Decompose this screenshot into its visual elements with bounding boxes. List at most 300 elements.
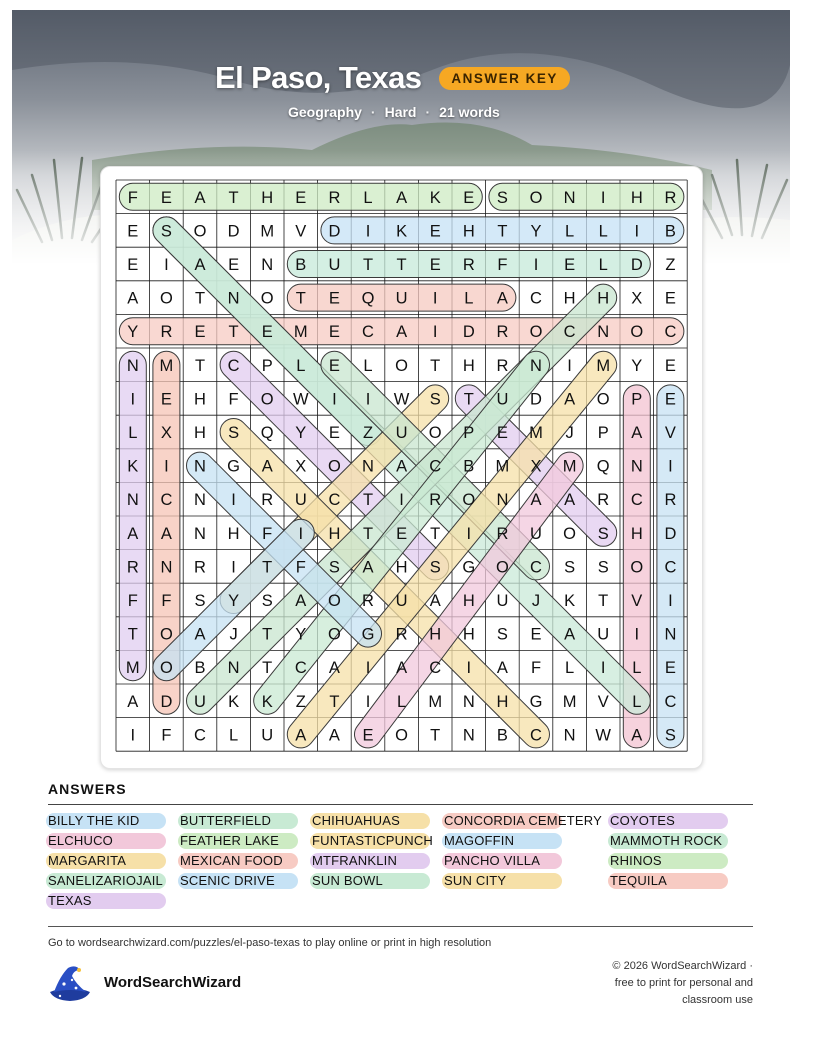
grid-letter[interactable]: T xyxy=(430,524,441,543)
grid-letter[interactable]: V xyxy=(664,424,676,442)
grid-letter[interactable]: M xyxy=(260,222,275,241)
grid-letter[interactable]: I xyxy=(399,491,404,510)
grid-letter[interactable]: D xyxy=(630,256,643,274)
grid-letter[interactable]: M xyxy=(159,356,174,375)
grid-letter[interactable]: E xyxy=(396,524,408,543)
grid-letter[interactable]: L xyxy=(632,692,642,711)
grid-letter[interactable]: W xyxy=(595,726,611,745)
grid-letter[interactable]: N xyxy=(563,726,576,745)
grid-letter[interactable]: E xyxy=(664,390,676,409)
grid-letter[interactable]: L xyxy=(296,356,306,375)
grid-letter[interactable]: B xyxy=(664,222,676,241)
grid-letter[interactable]: I xyxy=(231,491,236,510)
grid-letter[interactable]: O xyxy=(159,289,173,308)
grid-letter[interactable]: O xyxy=(327,457,341,476)
grid-letter[interactable]: T xyxy=(362,256,374,274)
grid-letter[interactable]: F xyxy=(127,188,138,207)
grid-letter[interactable]: A xyxy=(564,491,576,510)
grid-letter[interactable]: A xyxy=(160,524,172,543)
grid-letter[interactable]: E xyxy=(429,222,441,241)
grid-letter[interactable]: L xyxy=(598,222,608,241)
grid-letter[interactable]: A xyxy=(631,424,643,442)
grid-letter[interactable]: I xyxy=(365,659,371,678)
grid-letter[interactable]: E xyxy=(328,424,340,442)
grid-letter[interactable]: T xyxy=(396,256,407,274)
grid-letter[interactable]: I xyxy=(533,256,539,274)
grid-letter[interactable]: O xyxy=(428,424,442,442)
grid-letter[interactable]: B xyxy=(463,457,475,476)
grid-letter[interactable]: A xyxy=(194,625,206,644)
grid-letter[interactable]: O xyxy=(630,323,644,342)
grid-letter[interactable]: N xyxy=(194,457,206,476)
grid-letter[interactable]: L xyxy=(632,659,642,678)
grid-letter[interactable]: U xyxy=(194,692,206,711)
grid-letter[interactable]: L xyxy=(128,424,138,442)
grid-letter[interactable]: A xyxy=(295,592,307,610)
grid-letter[interactable]: N xyxy=(227,659,240,678)
grid-letter[interactable]: G xyxy=(361,625,375,644)
grid-letter[interactable]: R xyxy=(261,491,274,510)
grid-letter[interactable]: E xyxy=(530,625,542,644)
grid-letter[interactable]: Q xyxy=(260,424,274,442)
grid-letter[interactable]: O xyxy=(529,323,543,342)
grid-letter[interactable]: R xyxy=(496,323,509,342)
grid-letter[interactable]: G xyxy=(529,692,543,711)
grid-letter[interactable]: S xyxy=(429,390,441,409)
grid-letter[interactable]: K xyxy=(564,592,576,610)
grid-letter[interactable]: H xyxy=(496,692,509,711)
grid-letter[interactable]: T xyxy=(362,524,374,543)
grid-letter[interactable]: I xyxy=(466,524,472,543)
grid-letter[interactable]: I xyxy=(365,390,371,409)
grid-letter[interactable]: O xyxy=(159,659,173,678)
grid-letter[interactable]: Y xyxy=(631,356,643,375)
grid-letter[interactable]: H xyxy=(630,524,643,543)
grid-letter[interactable]: O xyxy=(529,188,543,207)
grid-letter[interactable]: T xyxy=(194,356,206,375)
grid-letter[interactable]: A xyxy=(194,188,206,207)
answer-label: CHIHUAHUAS xyxy=(312,813,400,828)
grid-letter[interactable]: S xyxy=(496,188,508,207)
grid-letter[interactable]: T xyxy=(463,390,474,409)
grid-letter[interactable]: R xyxy=(664,491,677,510)
grid-letter[interactable]: H xyxy=(462,625,475,644)
grid-letter[interactable]: V xyxy=(631,592,643,610)
answer-label: TEXAS xyxy=(48,893,92,908)
grid-letter[interactable]: H xyxy=(630,188,643,207)
grid-letter[interactable]: T xyxy=(262,558,273,577)
grid-letter[interactable]: R xyxy=(496,356,509,375)
grid-letter[interactable]: A xyxy=(396,457,408,476)
grid-letter[interactable]: H xyxy=(261,188,274,207)
grid-letter[interactable]: A xyxy=(396,659,408,678)
grid-letter[interactable]: S xyxy=(194,592,206,610)
grid-letter[interactable]: G xyxy=(462,558,476,577)
grid-letter[interactable]: Y xyxy=(228,592,240,610)
answer-word xyxy=(610,852,662,870)
grid-letter[interactable]: A xyxy=(564,390,576,409)
grid-letter[interactable]: D xyxy=(160,692,173,711)
grid-letter[interactable]: S xyxy=(564,558,576,577)
grid-letter[interactable]: I xyxy=(332,390,337,409)
grid-letter[interactable]: F xyxy=(161,592,172,610)
grid-letter[interactable]: U xyxy=(261,726,274,745)
grid-letter[interactable]: S xyxy=(664,726,676,745)
grid-letter[interactable]: A xyxy=(362,558,374,577)
grid-letter[interactable]: D xyxy=(328,222,341,241)
grid-letter[interactable]: I xyxy=(130,726,136,745)
grid-letter[interactable]: Y xyxy=(127,323,139,342)
grid-letter[interactable]: I xyxy=(668,592,673,610)
grid-letter[interactable]: E xyxy=(564,256,576,274)
grid-letter[interactable]: O xyxy=(260,289,274,308)
grid-letter[interactable]: I xyxy=(466,659,472,678)
grid-letter[interactable]: S xyxy=(261,592,273,610)
grid-letter[interactable]: O xyxy=(596,390,610,409)
grid-letter[interactable]: H xyxy=(194,390,206,409)
grid-letter[interactable]: K xyxy=(429,188,441,207)
grid-letter[interactable]: O xyxy=(495,558,509,577)
grid-letter[interactable]: R xyxy=(664,188,677,207)
grid-letter[interactable]: T xyxy=(598,592,609,610)
grid-letter[interactable]: U xyxy=(395,424,408,442)
grid-letter[interactable]: X xyxy=(295,457,307,476)
grid-letter[interactable]: I xyxy=(634,625,640,644)
grid-letter[interactable]: I xyxy=(600,659,606,678)
grid-letter[interactable]: X xyxy=(160,424,172,442)
grid-letter[interactable]: E xyxy=(328,323,340,342)
grid-letter[interactable]: E xyxy=(664,289,676,308)
answer-label: MTFRANKLIN xyxy=(312,853,398,868)
grid-letter[interactable]: I xyxy=(298,524,304,543)
grid-letter[interactable]: V xyxy=(295,222,307,241)
grid-letter[interactable]: F xyxy=(228,390,239,409)
grid-letter[interactable]: A xyxy=(328,659,340,678)
grid-letter[interactable]: I xyxy=(567,356,572,375)
grid-letter[interactable]: T xyxy=(430,356,441,375)
grid-letter[interactable]: E xyxy=(194,323,206,342)
grid-letter[interactable]: N xyxy=(496,491,509,510)
grid-letter[interactable]: R xyxy=(362,592,374,610)
grid-letter[interactable]: C xyxy=(429,659,442,678)
grid-letter[interactable]: T xyxy=(228,323,239,342)
grid-letter[interactable]: K xyxy=(396,222,408,241)
grid-letter[interactable]: N xyxy=(160,558,173,577)
grid-letter[interactable]: L xyxy=(565,659,575,678)
grid-letter[interactable]: T xyxy=(228,188,239,207)
grid-letter[interactable]: T xyxy=(362,491,374,510)
grid-letter[interactable]: D xyxy=(664,524,677,543)
grid-letter[interactable]: A xyxy=(496,659,508,678)
grid-letter[interactable]: N xyxy=(530,356,542,375)
grid-letter[interactable]: N xyxy=(563,188,576,207)
grid-letter[interactable]: C xyxy=(563,323,576,342)
grid-letter[interactable]: E xyxy=(463,188,475,207)
grid-letter[interactable]: T xyxy=(430,726,441,745)
grid-letter[interactable]: E xyxy=(664,356,676,375)
grid-letter[interactable]: G xyxy=(227,457,241,476)
grid-letter[interactable]: K xyxy=(127,457,139,476)
grid-letter[interactable]: A xyxy=(261,457,273,476)
grid-letter[interactable]: M xyxy=(428,692,443,711)
grid-letter[interactable]: R xyxy=(597,491,610,510)
grid-letter[interactable]: H xyxy=(328,524,341,543)
grid-letter[interactable]: N xyxy=(462,726,475,745)
grid-letter[interactable]: Z xyxy=(295,692,306,711)
grid-letter[interactable]: M xyxy=(529,424,543,442)
grid-letter[interactable]: H xyxy=(563,289,576,308)
grid-letter[interactable]: O xyxy=(395,726,409,745)
grid-letter[interactable]: N xyxy=(630,457,643,476)
grid-letter[interactable]: M xyxy=(125,659,140,678)
word-highlight xyxy=(489,183,684,210)
grid-letter[interactable]: R xyxy=(194,558,206,577)
grid-letter[interactable]: O xyxy=(395,356,409,375)
grid-letter[interactable]: U xyxy=(530,524,542,543)
grid-letter[interactable]: H xyxy=(395,558,408,577)
grid-letter[interactable]: C xyxy=(664,323,677,342)
grid-letter[interactable]: E xyxy=(664,659,676,678)
grid-letter[interactable]: I xyxy=(365,692,371,711)
grid-letter[interactable]: E xyxy=(496,424,508,442)
grid-letter[interactable]: M xyxy=(562,457,577,476)
grid-letter[interactable]: A xyxy=(396,188,408,207)
grid-letter[interactable]: N xyxy=(194,491,206,510)
grid-letter[interactable]: I xyxy=(130,390,136,409)
grid-letter[interactable]: F xyxy=(530,659,542,678)
grid-letter[interactable]: E xyxy=(160,390,172,409)
grid-letter[interactable]: W xyxy=(293,390,309,409)
grid-letter[interactable]: T xyxy=(262,659,273,678)
grid-letter[interactable]: D xyxy=(227,222,240,241)
grid-letter[interactable]: L xyxy=(363,356,373,375)
grid-letter[interactable]: M xyxy=(293,323,308,342)
grid-letter[interactable]: L xyxy=(229,726,239,745)
grid-letter[interactable]: S xyxy=(160,222,172,241)
grid-letter[interactable]: U xyxy=(597,625,610,644)
grid-letter[interactable]: A xyxy=(496,289,508,308)
grid-letter[interactable]: O xyxy=(327,592,341,610)
grid-letter[interactable]: C xyxy=(530,289,542,308)
grid-letter[interactable]: C xyxy=(530,726,542,745)
grid-letter[interactable]: U xyxy=(496,592,509,610)
puzzle-title: El Paso, Texas xyxy=(215,60,422,95)
grid-letter[interactable]: Z xyxy=(362,424,374,442)
grid-letter[interactable]: R xyxy=(429,491,442,510)
grid-letter[interactable]: H xyxy=(462,356,475,375)
grid-letter[interactable]: J xyxy=(531,592,541,610)
grid-letter[interactable]: Y xyxy=(530,222,542,241)
grid-letter[interactable]: N xyxy=(227,289,240,308)
grid-letter[interactable]: T xyxy=(329,692,340,711)
grid-letter[interactable]: A xyxy=(194,256,206,274)
grid-letter[interactable]: C xyxy=(194,726,206,745)
grid-letter[interactable]: I xyxy=(600,188,606,207)
grid-letter[interactable]: I xyxy=(164,256,169,274)
grid-letter[interactable]: F xyxy=(161,726,172,745)
grid-letter[interactable]: E xyxy=(295,188,307,207)
meta-separator: · xyxy=(370,104,376,120)
grid-letter[interactable]: E xyxy=(160,188,172,207)
grid-letter[interactable]: E xyxy=(228,256,240,274)
grid-letter[interactable]: I xyxy=(432,289,438,308)
grid-letter[interactable]: O xyxy=(159,625,173,644)
grid-letter[interactable]: R xyxy=(328,188,341,207)
grid-letter[interactable]: S xyxy=(228,424,240,442)
grid-letter[interactable]: H xyxy=(597,289,610,308)
grid-letter[interactable]: T xyxy=(194,289,206,308)
grid-letter[interactable]: N xyxy=(664,625,677,644)
grid-letter[interactable]: H xyxy=(429,625,442,644)
grid-letter[interactable]: Q xyxy=(361,289,375,308)
grid-letter[interactable]: N xyxy=(362,457,374,476)
grid-letter[interactable]: K xyxy=(228,692,240,711)
grid-letter[interactable]: B xyxy=(295,256,307,274)
grid-letter[interactable]: S xyxy=(328,558,340,577)
grid-letter[interactable]: J xyxy=(229,625,238,644)
grid-letter[interactable]: F xyxy=(295,558,306,577)
grid-letter[interactable]: J xyxy=(565,424,574,442)
grid-letter[interactable]: I xyxy=(164,457,169,476)
grid-letter[interactable]: A xyxy=(564,625,576,644)
grid-letter[interactable]: A xyxy=(127,692,139,711)
word-count-label: 21 words xyxy=(439,104,500,120)
grid-letter[interactable]: M xyxy=(596,356,611,375)
grid-letter[interactable]: D xyxy=(530,390,542,409)
grid-letter[interactable]: L xyxy=(565,222,575,241)
difficulty-label: Hard xyxy=(384,104,417,120)
grid-letter[interactable]: I xyxy=(365,222,371,241)
grid-letter[interactable]: L xyxy=(397,692,407,711)
grid-letter[interactable]: E xyxy=(328,289,340,308)
grid-letter[interactable]: C xyxy=(362,323,374,342)
grid-letter[interactable]: N xyxy=(261,256,274,274)
grid-letter[interactable]: E xyxy=(429,256,441,274)
grid-letter[interactable]: X xyxy=(631,289,643,308)
grid-letter[interactable]: S xyxy=(597,524,609,543)
grid-letter[interactable]: R xyxy=(462,256,475,274)
grid-letter[interactable]: C xyxy=(630,491,643,510)
grid-letter[interactable]: H xyxy=(227,524,240,543)
grid-letter[interactable]: Q xyxy=(596,457,610,476)
grid-letter[interactable]: T xyxy=(127,625,138,644)
grid-letter[interactable]: E xyxy=(127,256,139,274)
grid-letter[interactable]: Y xyxy=(295,625,307,644)
grid-letter[interactable]: I xyxy=(432,323,438,342)
grid-letter[interactable]: I xyxy=(634,222,640,241)
grid-letter[interactable]: N xyxy=(126,356,139,375)
grid-letter[interactable]: I xyxy=(668,457,673,476)
grid-letter[interactable]: A xyxy=(295,726,307,745)
grid-letter[interactable]: P xyxy=(261,356,273,375)
grid-letter[interactable]: D xyxy=(462,323,475,342)
grid-letter[interactable]: A xyxy=(530,491,542,510)
grid-letter[interactable]: L xyxy=(363,188,373,207)
grid-letter[interactable]: H xyxy=(462,222,475,241)
grid-letter[interactable]: Z xyxy=(665,256,676,274)
copyright-line: free to print for personal and xyxy=(614,977,753,989)
grid-letter[interactable]: E xyxy=(362,726,374,745)
grid-letter[interactable]: B xyxy=(194,659,206,678)
grid-letter[interactable]: R xyxy=(126,558,139,577)
grid-letter[interactable]: N xyxy=(462,692,475,711)
grid-letter[interactable]: T xyxy=(262,625,273,644)
grid-letter[interactable]: R xyxy=(496,524,509,543)
grid-letter[interactable]: V xyxy=(597,692,609,711)
grid-letter[interactable]: A xyxy=(127,289,139,308)
grid-letter[interactable]: A xyxy=(396,323,408,342)
grid-letter[interactable]: O xyxy=(193,222,207,241)
grid-letter[interactable]: O xyxy=(260,390,274,409)
grid-letter[interactable]: P xyxy=(631,390,643,409)
grid-letter[interactable]: C xyxy=(328,491,341,510)
grid-letter[interactable]: E xyxy=(127,222,139,241)
grid-letter[interactable]: W xyxy=(393,390,410,409)
grid-letter[interactable]: X xyxy=(530,457,542,476)
grid-letter[interactable]: M xyxy=(562,692,577,711)
grid-letter[interactable]: F xyxy=(497,256,508,274)
grid-letter[interactable]: U xyxy=(395,289,408,308)
grid-letter[interactable]: O xyxy=(563,524,577,543)
grid-letter[interactable]: N xyxy=(126,491,139,510)
grid-letter[interactable]: T xyxy=(295,289,306,308)
grid-letter[interactable]: H xyxy=(194,424,206,442)
grid-letter[interactable]: S xyxy=(597,558,609,577)
grid-letter[interactable]: O xyxy=(462,491,476,510)
grid-letter[interactable]: L xyxy=(464,289,474,308)
grid-letter[interactable]: H xyxy=(462,592,475,610)
grid-letter[interactable]: P xyxy=(597,424,609,442)
grid-letter[interactable]: R xyxy=(160,323,173,342)
grid-letter[interactable]: A xyxy=(631,726,643,745)
grid-letter[interactable]: A xyxy=(127,524,139,543)
grid-letter[interactable]: I xyxy=(231,558,236,577)
grid-letter[interactable]: C xyxy=(664,558,677,577)
grid-letter[interactable]: U xyxy=(395,592,408,610)
grid-letter[interactable]: M xyxy=(495,457,510,476)
grid-letter[interactable]: E xyxy=(261,323,273,342)
grid-letter[interactable]: K xyxy=(261,692,273,711)
grid-letter[interactable]: S xyxy=(496,625,508,644)
grid-letter[interactable]: C xyxy=(160,491,173,510)
grid-letter[interactable]: C xyxy=(227,356,240,375)
grid-letter[interactable]: C xyxy=(530,558,542,577)
grid-letter[interactable]: N xyxy=(597,323,610,342)
grid-letter[interactable]: N xyxy=(194,524,206,543)
grid-letter[interactable]: F xyxy=(127,592,138,610)
grid-letter[interactable]: F xyxy=(262,524,273,543)
grid-letter[interactable]: Y xyxy=(295,424,307,442)
grid-letter[interactable]: C xyxy=(429,457,442,476)
grid-letter[interactable]: U xyxy=(328,256,341,274)
grid-letter[interactable]: A xyxy=(328,726,340,745)
grid-letter[interactable]: S xyxy=(429,558,441,577)
grid-letter[interactable]: E xyxy=(328,356,340,375)
answer-label: BUTTERFIELD xyxy=(180,813,272,828)
grid-letter[interactable]: P xyxy=(463,424,475,442)
grid-letter[interactable]: B xyxy=(496,726,508,745)
grid-letter[interactable]: U xyxy=(496,390,509,409)
grid-letter[interactable]: C xyxy=(664,692,677,711)
grid-letter[interactable]: A xyxy=(429,592,441,610)
grid-letter[interactable]: C xyxy=(294,659,307,678)
grid-letter[interactable]: O xyxy=(327,625,341,644)
grid-letter[interactable]: L xyxy=(598,256,608,274)
grid-letter[interactable]: T xyxy=(497,222,508,241)
grid-letter[interactable]: R xyxy=(395,625,408,644)
grid-letter[interactable]: O xyxy=(630,558,644,577)
grid-letter[interactable]: U xyxy=(294,491,307,510)
